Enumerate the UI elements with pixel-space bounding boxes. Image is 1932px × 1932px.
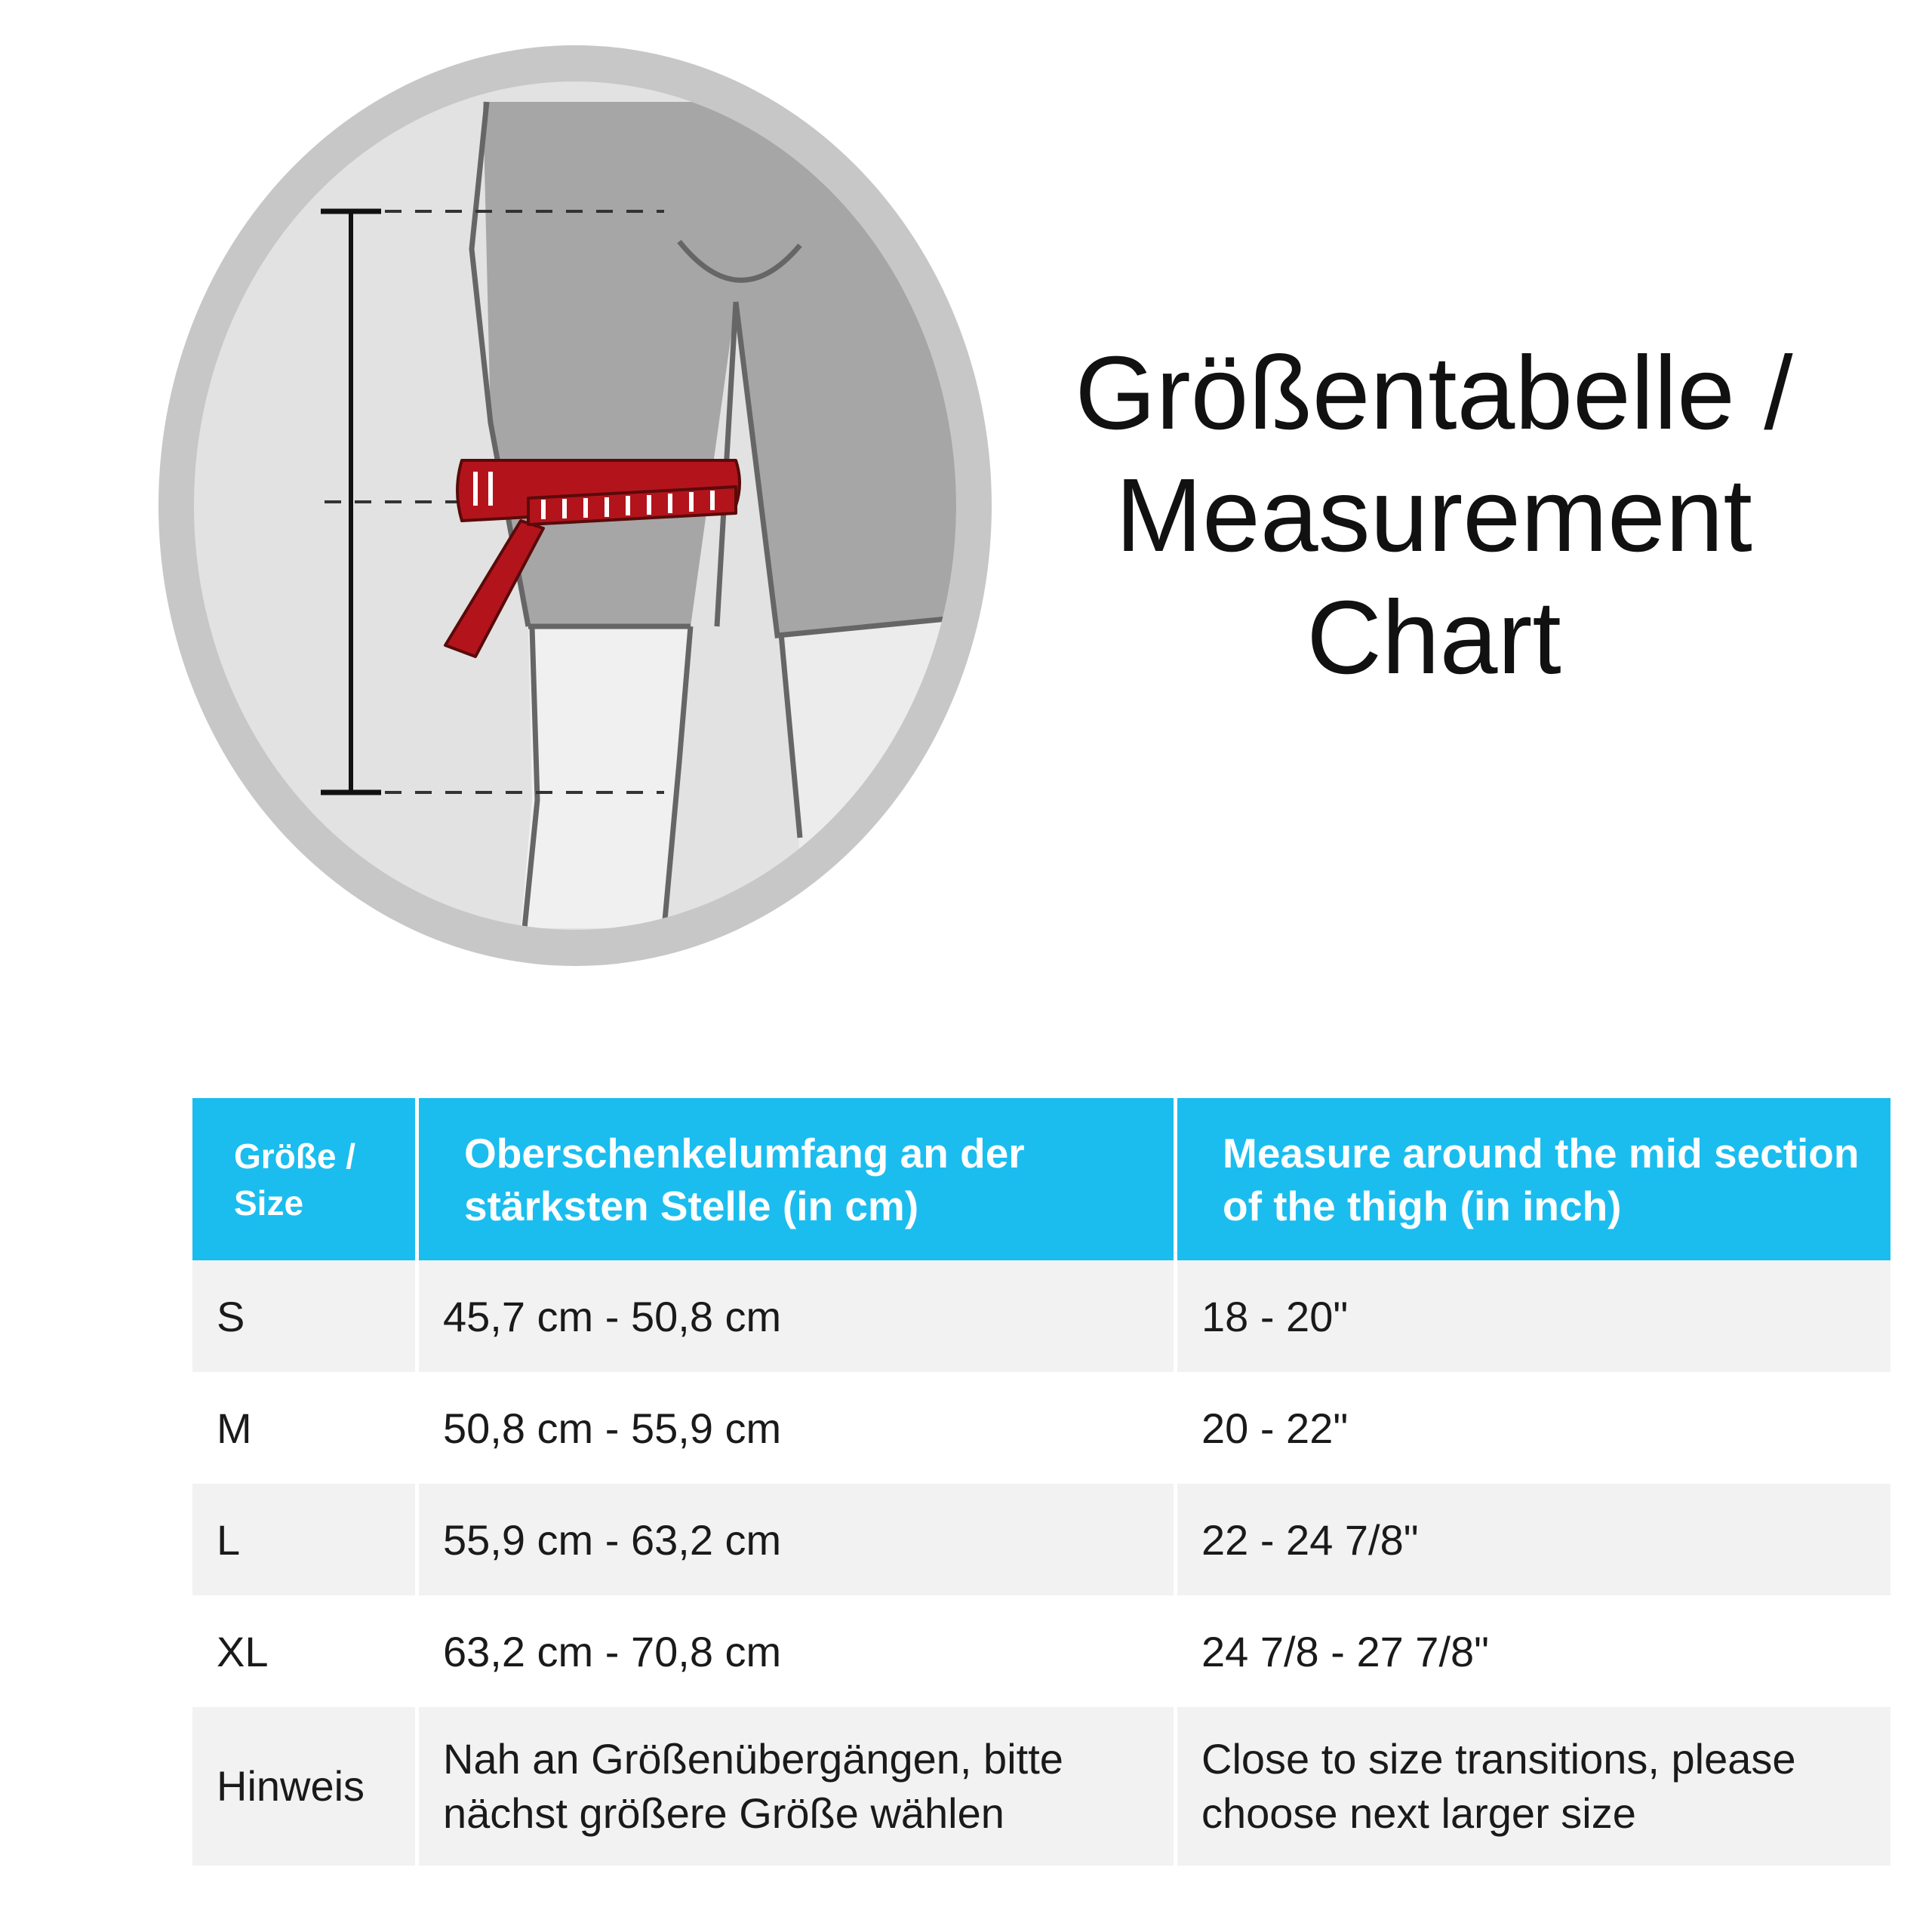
table-row bbox=[192, 1484, 1890, 1595]
size-cell: XL bbox=[217, 1627, 269, 1675]
note-row bbox=[192, 1707, 1890, 1866]
cm-cell: 63,2 cm - 70,8 cm bbox=[443, 1627, 782, 1675]
title-line-3: Chart bbox=[1306, 580, 1561, 696]
size-cell: M bbox=[217, 1404, 252, 1452]
header-inch: Measure around the mid section of the thigh (in inch) bbox=[1177, 1098, 1890, 1260]
size-table bbox=[189, 1098, 1894, 1866]
size-cell: L bbox=[192, 1484, 415, 1595]
inch-cell: 20 - 22" bbox=[1201, 1404, 1349, 1452]
inch-cell: 18 - 20" bbox=[1177, 1260, 1890, 1372]
page-title bbox=[1041, 332, 1826, 699]
table-row bbox=[192, 1595, 1890, 1707]
knee bbox=[521, 623, 691, 928]
size-cell: S bbox=[192, 1260, 415, 1372]
inch-cell: 22 - 24 7/8" bbox=[1177, 1484, 1890, 1595]
cm-cell: 55,9 cm - 63,2 cm bbox=[419, 1484, 1174, 1595]
note-de: Nah an Größenübergängen, bitte nächst größere Größe wählen bbox=[419, 1707, 1174, 1866]
note-label: Hinweis bbox=[192, 1707, 415, 1866]
table-row bbox=[192, 1260, 1890, 1372]
table-header-row bbox=[192, 1098, 1890, 1260]
header-cm: Oberschenkelumfang an der stärksten Stelle (in cm) bbox=[419, 1098, 1174, 1260]
inch-cell: 24 7/8 - 27 7/8" bbox=[1201, 1627, 1490, 1675]
title-line-1: Größentabelle / bbox=[1075, 335, 1793, 451]
cm-cell: 50,8 cm - 55,9 cm bbox=[443, 1404, 782, 1452]
cm-cell: 45,7 cm - 50,8 cm bbox=[419, 1260, 1174, 1372]
title-line-2: Measurement bbox=[1115, 457, 1752, 574]
thigh-measurement-icon bbox=[0, 0, 1041, 996]
header-size: Größe / Size bbox=[192, 1098, 415, 1260]
table-row bbox=[192, 1372, 1890, 1484]
note-en: Close to size transitions, please choose next larger size bbox=[1177, 1707, 1890, 1866]
